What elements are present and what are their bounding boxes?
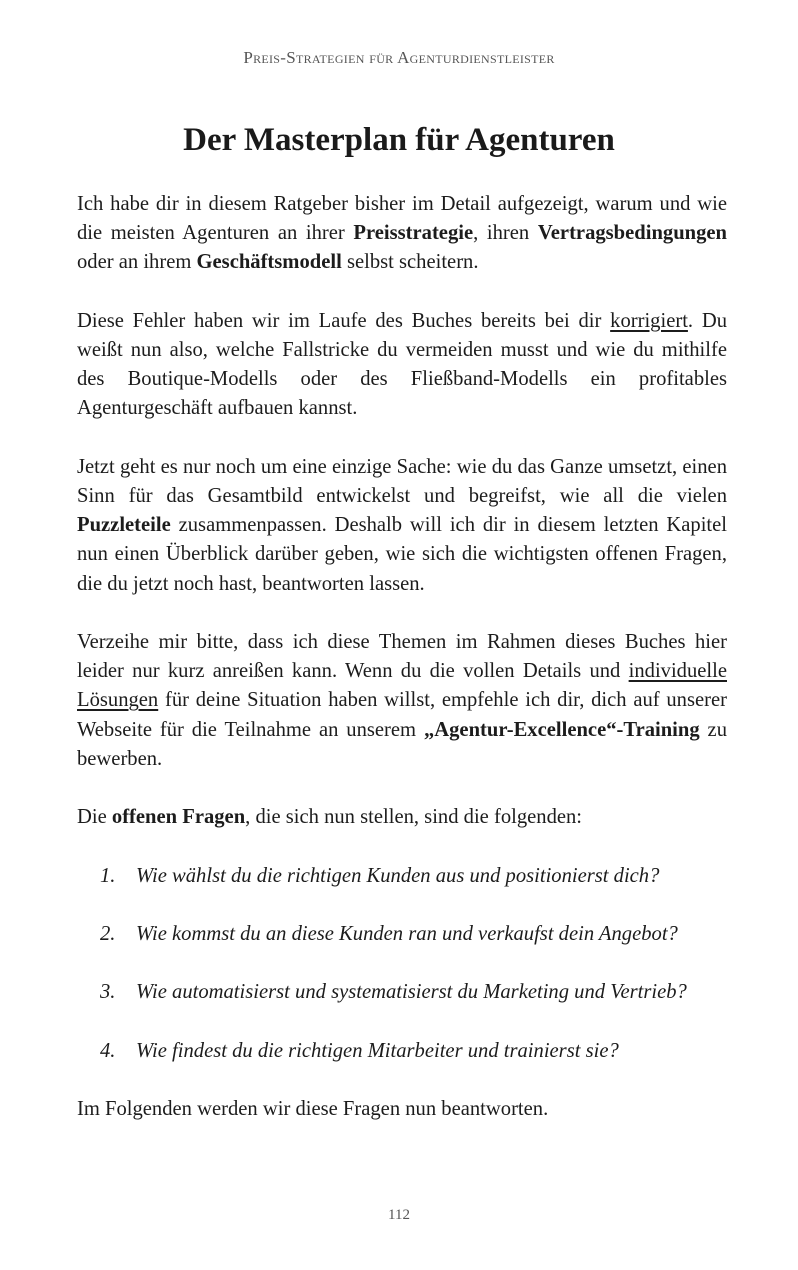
bold-term-training: „Agentur-Excellence“-Training (423, 718, 700, 741)
text-span: oder an ihrem (77, 251, 197, 274)
text-span: zu bewerben. (77, 718, 727, 770)
question-text: Wie wählst du die richtigen Kunden aus und positionierst dich? (136, 864, 660, 887)
text-span: zusammenpassen. Deshalb will ich dir in diesem letzten Kapitel nun einen Überblick darüber geben, wie sich die wichtigsten offenen Fragen, die du jetzt noch hast, beantworten lassen. (77, 514, 727, 595)
paragraph-gesamtbild (77, 453, 727, 599)
question-number: 4. (100, 1039, 116, 1062)
running-header: Preis-Strategien für Agenturdienstleister (243, 48, 555, 67)
bold-term-puzzleteile: Puzzleteile (77, 514, 171, 537)
underlined-term-individuelle-loesungen: individuelle Lösungen (77, 660, 727, 712)
bold-term-preisstrategie: Preisstrategie (353, 222, 474, 245)
question-item (77, 862, 727, 891)
bold-term-offene-fragen: offenen Fragen (111, 806, 246, 829)
paragraph-fehler (77, 307, 727, 424)
question-text: Wie findest du die richtigen Mitarbeiter und trainierst sie? (136, 1039, 619, 1062)
text-span: Jetzt geht es nur noch um eine einzige Sache: wie du das Ganze umsetzt, einen Sinn für das Gesamtbild entwickelst und begreifst, wie all die vielen (77, 455, 727, 507)
text-span: Ich habe dir in diesem Ratgeber bisher im Detail aufgezeigt, warum und wie die meisten Agenturen an ihrer (77, 193, 727, 245)
question-number: 2. (100, 922, 116, 945)
question-number: 1. (100, 864, 116, 887)
text-span: , ihren (473, 222, 538, 245)
text-span: Im Folgenden werden wir diese Fragen nun beantworten. (77, 1098, 549, 1121)
underlined-term-korrigiert: korrigiert (610, 309, 688, 332)
text-span: Diese Fehler haben wir im Laufe des Buches bereits bei dir (77, 309, 611, 332)
paragraph-training (77, 628, 727, 774)
paragraph-fragen-intro (77, 803, 727, 832)
page-number: 112 (388, 1207, 410, 1223)
question-item (77, 978, 727, 1007)
text-span: für deine Situation haben willst, empfehle ich dir, dich auf unserer Webseite für die Teilnahme an unserem (77, 689, 727, 741)
bold-term-vertragsbedingungen: Vertragsbedingungen (537, 222, 727, 245)
text-span: selbst scheitern. (341, 251, 479, 274)
text-span: Die (77, 806, 112, 829)
question-item (77, 920, 727, 949)
question-text: Wie automatisierst und systematisierst du Marketing und Vertrieb? (136, 981, 687, 1004)
bold-term-geschaeftsmodell: Geschäftsmodell (196, 251, 342, 274)
text-span: . Du weißt nun also, welche Fallstricke du vermeiden musst und wie du mithilfe des Boutique-Modells oder des Fließband-Modells ein profitables Agenturgeschäft aufbauen kannst. (77, 309, 727, 420)
question-text: Wie kommst du an diese Kunden ran und verkaufst dein Angebot? (136, 922, 678, 945)
text-span: Verzeihe mir bitte, dass ich diese Themen im Rahmen dieses Buches hier leider nur kurz anreißen kann. Wenn du die vollen Details und (77, 631, 727, 683)
question-list (77, 862, 727, 1066)
question-number: 3. (100, 981, 116, 1004)
chapter-title: Der Masterplan für Agenturen (183, 122, 615, 158)
body-text (77, 190, 727, 1154)
text-span: , die sich nun stellen, sind die folgenden: (245, 806, 583, 829)
paragraph-intro (77, 190, 727, 278)
question-item (77, 1037, 727, 1066)
paragraph-conclusion (77, 1095, 727, 1124)
